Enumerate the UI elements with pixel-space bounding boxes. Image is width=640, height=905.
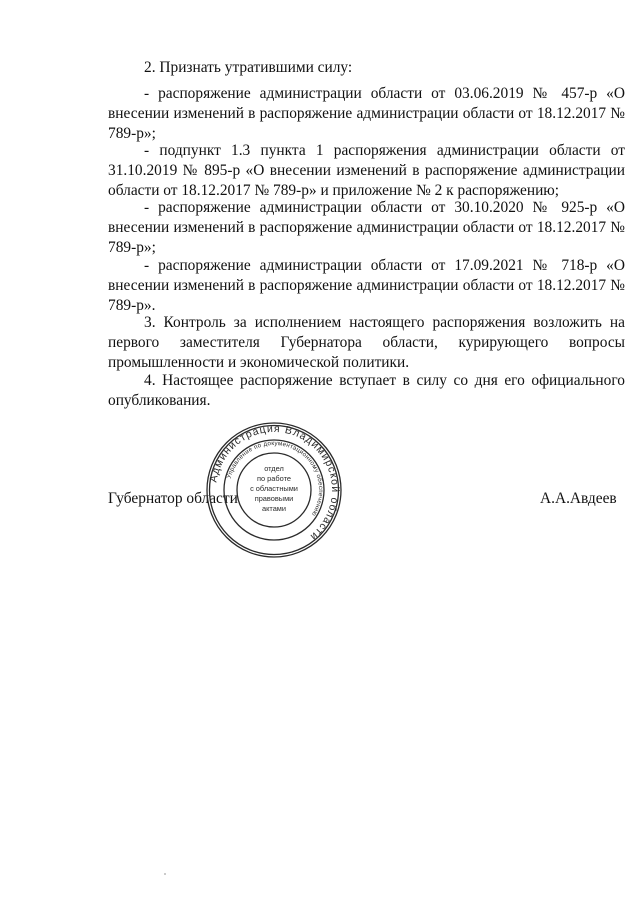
seal-middle-text: Управление по документационному обеспечению — [225, 439, 325, 518]
scan-speck — [164, 873, 166, 875]
repealed-item-1: - распоряжение администрации области от 03.06.2019 № 457-р «О внесении изменений в распоряжение администрации области от 18.12.2017 № 789-р»; — [108, 85, 625, 142]
seal-outer-text: Администрация Владимирской области — [207, 422, 342, 544]
seal-center-line-2: по работе — [257, 474, 291, 483]
repealed-item-2: - подпункт 1.3 пункта 1 распоряжения администрации области от 31.10.2019 № 895-р «О внесении изменений в распоряжение администрации области от 18.12.2017 № 789-р» и приложение № 2 к распоряжению; — [108, 142, 625, 199]
official-seal — [205, 421, 343, 559]
repealed-item-4: - распоряжение администрации области от 17.09.2021 № 718-р «О внесении изменений в распоряжение администрации области от 18.12.2017 № 789-р». — [108, 257, 625, 314]
repealed-item-3: - распоряжение администрации области от 30.10.2020 № 925-р «О внесении изменений в распоряжение администрации области от 18.12.2017 № 789-р»; — [108, 199, 625, 256]
signatory-name: А.А.Авдеев — [540, 490, 617, 507]
item-3-paragraph: 3. Контроль за исполнением настоящего распоряжения возложить на первого заместителя Губернатора области, курирующего вопросы промышленности и экономической политики. — [108, 314, 625, 371]
item-2-heading: 2. Признать утратившими силу: — [144, 59, 353, 76]
seal-center-line-1: отдел — [264, 464, 284, 473]
seal-center-line-5: актами — [261, 504, 287, 513]
seal-center-line-4: правовыми — [254, 494, 294, 503]
seal-center-line-3: с областными — [250, 484, 298, 493]
item-4-paragraph: 4. Настоящее распоряжение вступает в силу со дня его официального опубликования. — [108, 372, 625, 409]
signatory-position: Губернатор области — [108, 490, 238, 507]
